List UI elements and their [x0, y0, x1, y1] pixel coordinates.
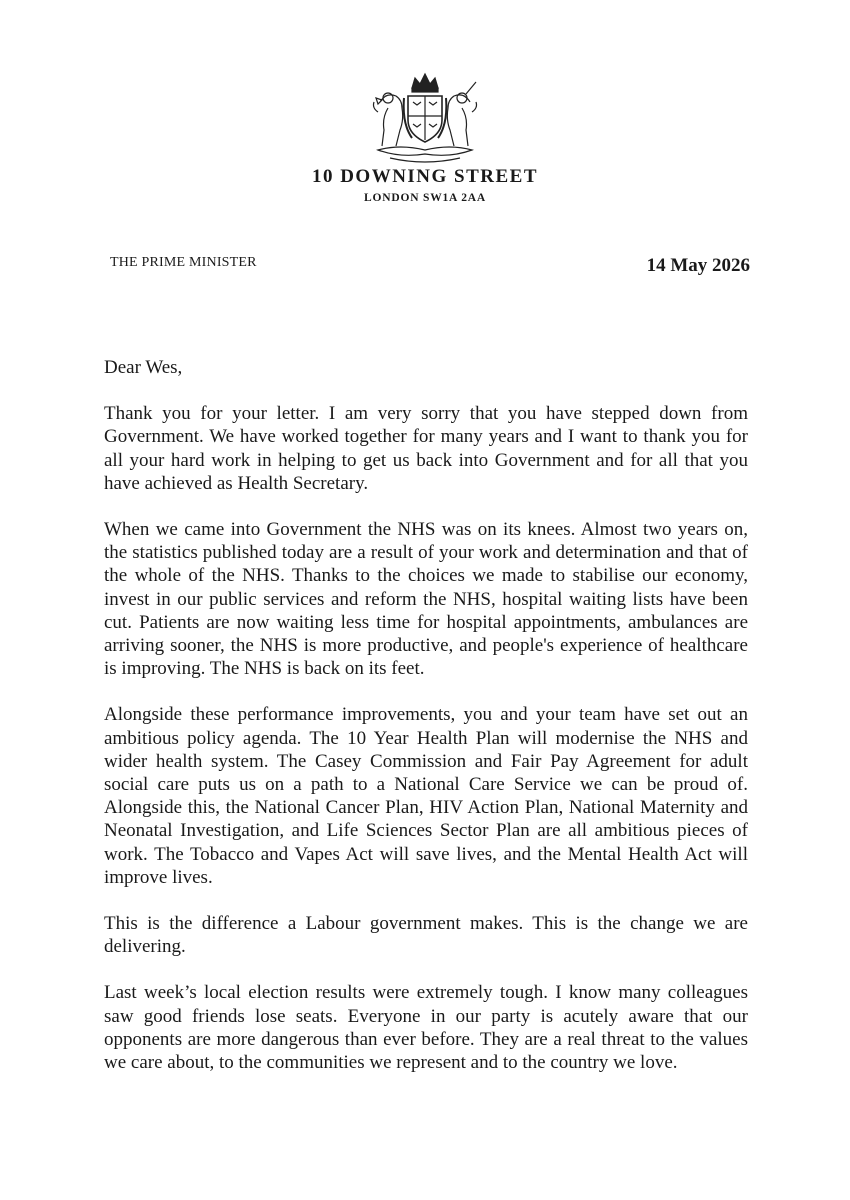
- letter-date: 14 May 2026: [646, 255, 750, 276]
- salutation: Dear Wes,: [104, 357, 183, 378]
- address-line-city: LONDON SW1A 2AA: [364, 192, 486, 204]
- paragraph-labour-difference: This is the difference a Labour government makes. This is the change we are delivering.: [104, 913, 748, 958]
- address-line-street: 10 DOWNING STREET: [311, 166, 539, 187]
- paragraph-nhs-recovery: When we came into Government the NHS was on its knees. Almost two years on, the statistics published today are a result of your work and determination and that of the whole of the NHS. Thanks to the choices we made to stabilise our economy, invest in our public services and reform the NHS, hospital waiting lists have been cut. Patients are now waiting less time for hospital appointments, ambulances are arriving sooner, the NHS is more productive, and people's experience of healthcare is improving. The NHS is back on its feet.: [104, 519, 748, 680]
- sender-office: THE PRIME MINISTER: [110, 255, 257, 270]
- letter-body: [104, 356, 748, 1097]
- paragraph-thanks: Thank you for your letter. I am very sorry that you have stepped down from Government. We have worked together for many years and I want to thank you for all your hard work in helping to get us back into Government and for all that you have achieved as Health Secretary.: [104, 403, 748, 494]
- royal-coat-of-arms-icon: [360, 68, 490, 168]
- paragraph-local-elections: Last week’s local election results were extremely tough. I know many colleagues saw good friends lose seats. Everyone in our party is acutely aware that our opponents are more dangerous than ever before. They are a real threat to the values we care about, to the communities we represent and to the country we love.: [104, 982, 748, 1074]
- paragraph-policy-agenda: Alongside these performance improvements, you and your team have set out an ambitious policy agenda. The 10 Year Health Plan will modernise the NHS and wider health system. The Casey Commission and Fair Pay Agreement for adult social care puts us on a path to a National Care Service we can be proud of. Alongside this, the National Cancer Plan, HIV Action Plan, National Maternity and Neonatal Investigation, and Life Sciences Sector Plan are all ambitious pieces of work. The Tobacco and Vapes Act will save lives, and the Mental Health Act will improve lives.: [104, 704, 748, 888]
